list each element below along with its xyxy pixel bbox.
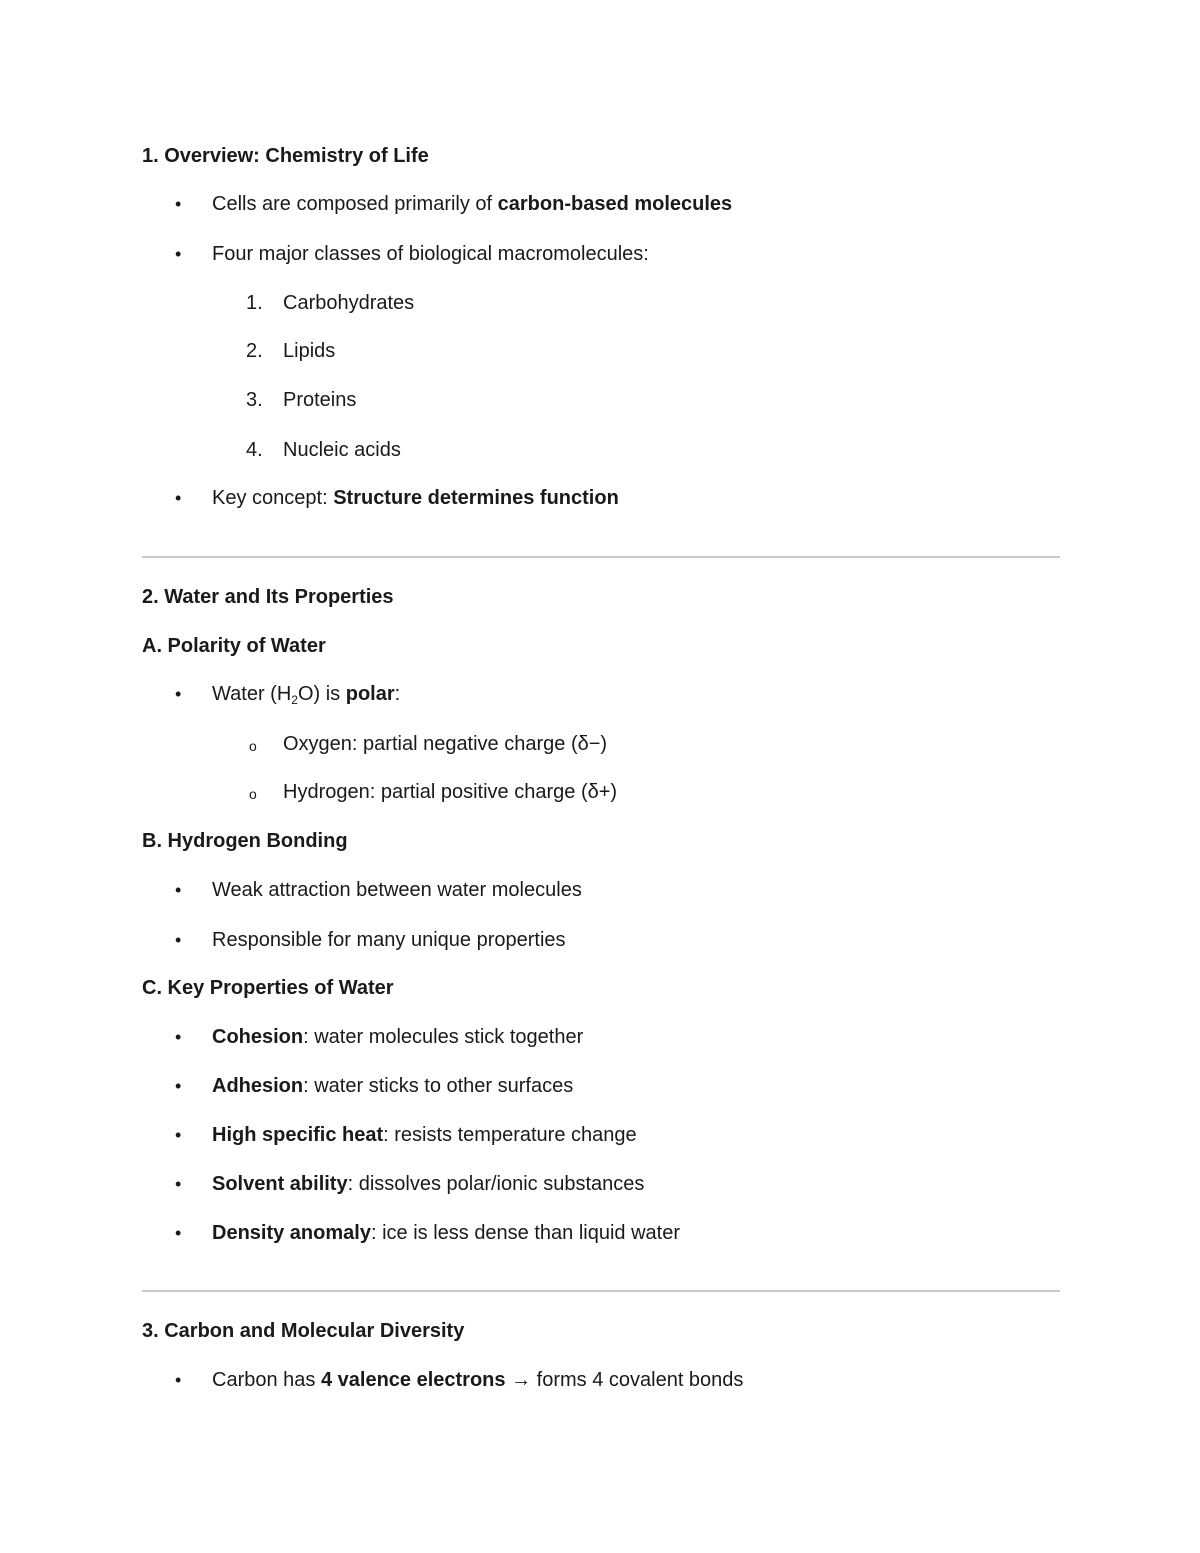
sub-list-item: o Oxygen: partial negative charge (δ−) [283, 731, 607, 757]
list-item: • Carbon has 4 valence electrons → forms 4 covalent bonds [212, 1367, 743, 1393]
list-item: • Responsible for many unique properties [212, 927, 566, 953]
section-3-heading: 3. Carbon and Molecular Diversity [142, 1320, 465, 1342]
circle-bullet-icon: o [249, 738, 257, 754]
sub-list-item: o Hydrogen: partial positive charge (δ+) [283, 779, 617, 805]
list-item: • Density anomaly: ice is less dense than liquid water [212, 1220, 680, 1246]
numbered-item: 3. Proteins [246, 389, 357, 411]
circle-bullet-icon: o [249, 786, 257, 802]
list-item: • Cells are composed primarily of carbon-based molecules [212, 191, 732, 217]
numbered-item: 1. Carbohydrates [246, 292, 415, 314]
list-item: • Water $(H_2O)$ is polar: [212, 681, 400, 707]
subsection-c-heading: C. Key Properties of Water [142, 977, 394, 999]
numbered-item: 2. Lipids [246, 340, 336, 362]
list-item: • Key concept: Structure determines function [212, 485, 619, 511]
list-item: • High specific heat: resists temperature change [212, 1122, 637, 1148]
subsection-a-heading: A. Polarity of Water [142, 635, 326, 657]
list-item: • Weak attraction between water molecules [212, 877, 582, 903]
section-1-heading: 1. Overview: Chemistry of Life [142, 145, 429, 167]
list-item: • Cohesion: water molecules stick together [212, 1024, 583, 1050]
section-2-heading: 2. Water and Its Properties [142, 586, 394, 608]
list-item: • Solvent ability: dissolves polar/ionic substances [212, 1171, 644, 1197]
section-divider [142, 556, 1060, 558]
list-item: • Adhesion: water sticks to other surfaces [212, 1073, 573, 1099]
section-divider [142, 1290, 1060, 1292]
numbered-item: 4. Nucleic acids [246, 439, 401, 461]
list-item: • Four major classes of biological macromolecules: [212, 241, 649, 267]
subsection-b-heading: B. Hydrogen Bonding [142, 830, 348, 852]
